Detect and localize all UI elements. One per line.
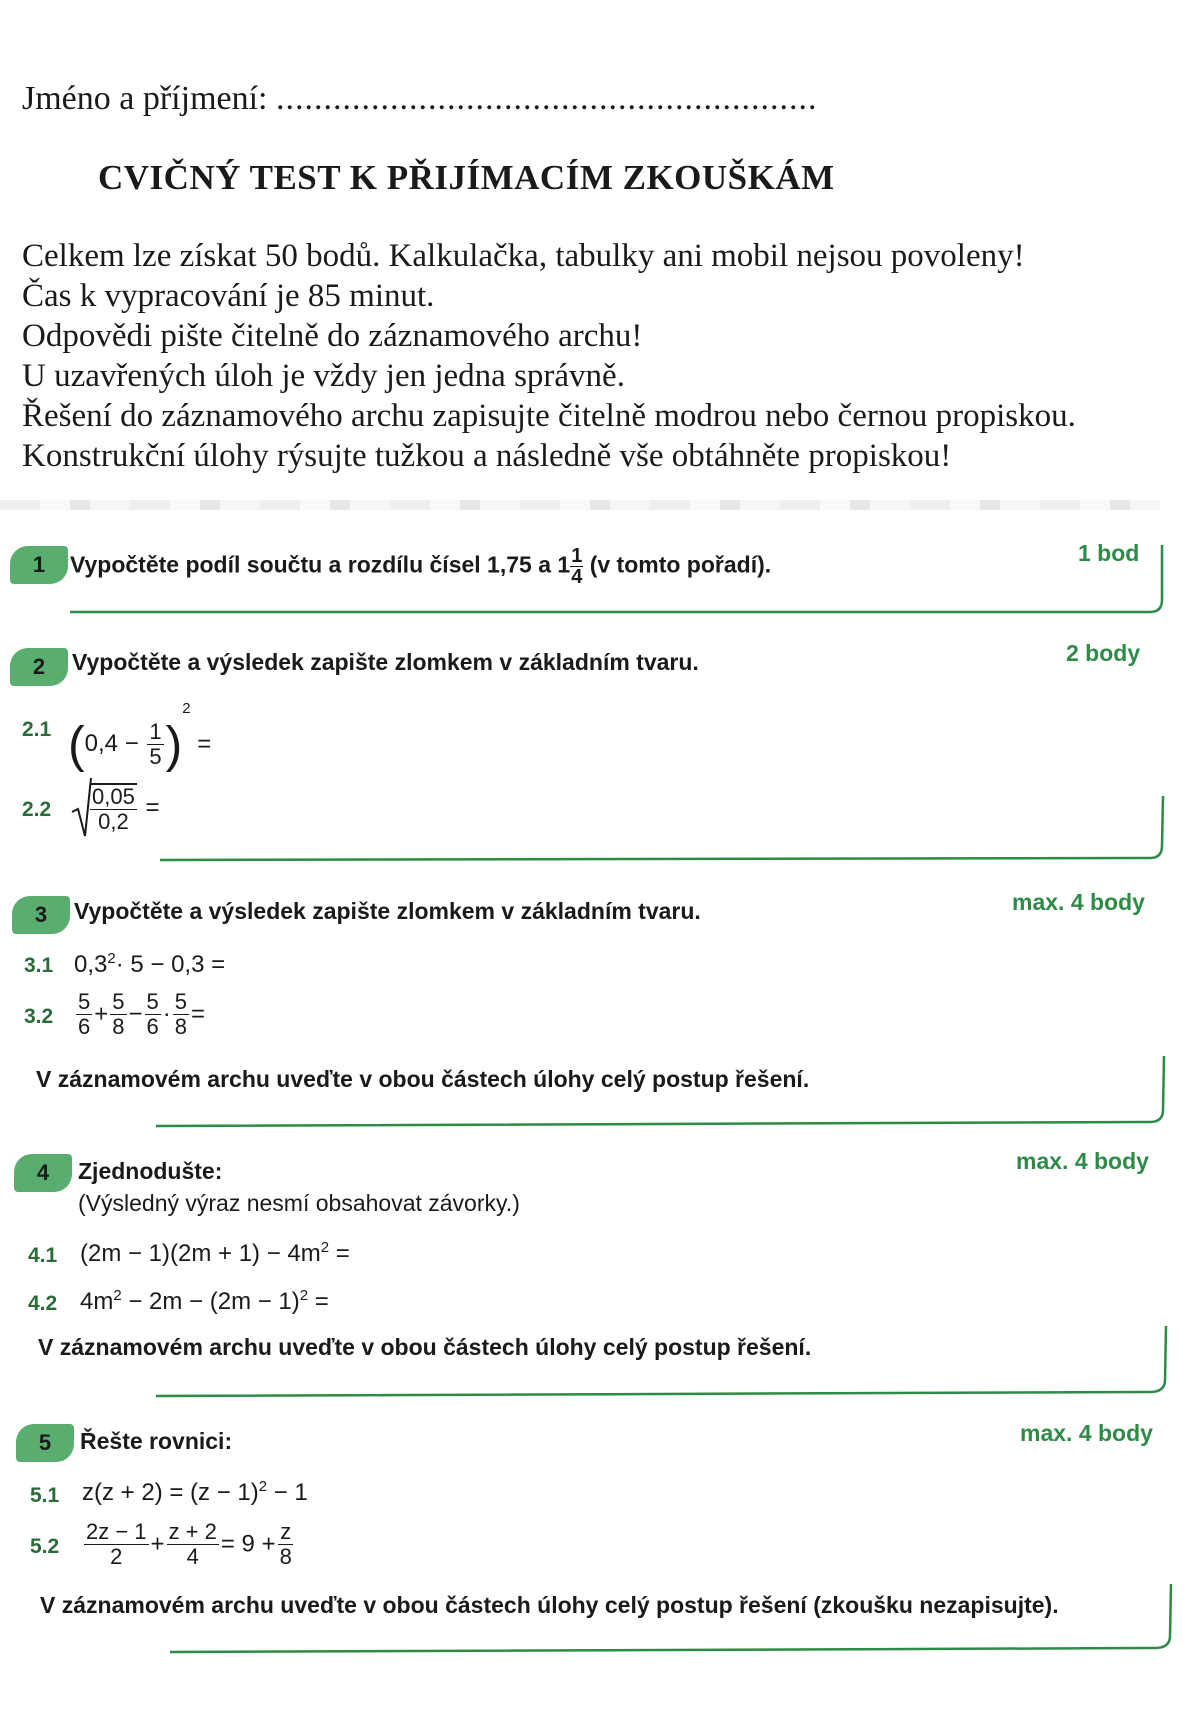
expression-2-1: (0,4 − $\frac{1}{5}$ )$^2$ = xyxy=(68,700,212,773)
task-number-badge xyxy=(12,896,70,934)
task-note: V záznamovém archu uveďte v obou částech úlohy celý postup řešení. xyxy=(36,1066,810,1092)
exponent: 2 xyxy=(113,1287,122,1304)
instruction-line: U uzavřených úloh je vždy jen jedna správně. xyxy=(22,358,625,394)
task-number-badge xyxy=(10,648,68,686)
task-points: max. 4 body xyxy=(1020,1420,1153,1446)
fraction-denominator: 4 xyxy=(571,566,583,588)
expr-part: 4m xyxy=(80,1288,114,1315)
instruction-line: Celkem lze získat 50 bodů. Kalkulačka, tabulky ani mobil nejsou povoleny! xyxy=(22,238,1025,274)
task-points: max. 4 body xyxy=(1016,1148,1149,1174)
fraction xyxy=(278,1520,294,1569)
instruction-line: Řešení do záznamového archu zapisujte čitelně modrou nebo černou propiskou. xyxy=(22,398,1076,434)
instruction-line: Odpovědi pište čitelně do záznamového archu! xyxy=(22,318,643,354)
task-number: 2 xyxy=(32,654,46,679)
expression-5-1 xyxy=(82,1478,308,1507)
task-subtext: (Výsledný výraz nesmí obsahovat závorky.) xyxy=(78,1190,520,1216)
exponent: 2 xyxy=(258,1478,268,1495)
answer-separator xyxy=(0,1050,1200,1130)
scan-divider xyxy=(0,500,1160,510)
fraction xyxy=(76,990,92,1039)
expr-part: · 5 − 0,3 = xyxy=(115,951,226,978)
subtask-label: 2.1 xyxy=(22,718,52,741)
fraction xyxy=(110,990,126,1039)
fraction xyxy=(145,990,161,1039)
instruction-line: Čas k vypracování je 85 minut. xyxy=(22,278,435,314)
fraction xyxy=(167,1520,219,1569)
task-note: V záznamovém archu uveďte v obou částech úlohy celý postup řešení. xyxy=(38,1334,812,1360)
fraction xyxy=(173,990,189,1039)
fraction-denominator: 0,2 xyxy=(98,808,129,834)
answer-separator xyxy=(0,790,1200,870)
expr-part: − 1 xyxy=(273,1479,308,1506)
operator: · xyxy=(162,1000,171,1028)
operator: + xyxy=(150,1530,165,1558)
fraction-numerator: 0,05 xyxy=(92,783,135,809)
answer-separator xyxy=(0,540,1200,620)
expr-part: z(z + 2) = (z − 1) xyxy=(82,1479,259,1506)
equals-sign: = xyxy=(197,730,212,758)
task-number: 4 xyxy=(36,1160,50,1185)
task-number: 1 xyxy=(32,552,46,577)
instructions xyxy=(22,236,1076,476)
task-number: 5 xyxy=(38,1430,52,1455)
fraction xyxy=(84,1520,149,1569)
fraction-denominator: 8 xyxy=(174,1014,188,1039)
task-note: V záznamovém archu uveďte v obou částech úlohy celý postup řešení (zkoušku nezapisujte). xyxy=(40,1592,1059,1618)
subtask-label: 3.2 xyxy=(24,1005,54,1028)
answer-separator xyxy=(0,1320,1200,1400)
expr-part: 0,4 − xyxy=(84,730,139,757)
fraction-denominator: 2 xyxy=(110,1544,123,1569)
subtask-label: 3.1 xyxy=(24,954,54,977)
answer-separator xyxy=(0,1578,1200,1658)
task-number-badge xyxy=(16,1424,74,1462)
fraction-denominator: 6 xyxy=(78,1014,91,1039)
name-dots[interactable]: ......................................................... xyxy=(276,80,818,117)
expr-part: = 9 + xyxy=(220,1530,276,1558)
task-number-badge xyxy=(14,1154,72,1192)
exponent: 2 xyxy=(299,1287,309,1304)
fraction-numerator: 5 xyxy=(78,989,91,1014)
equals-sign: = xyxy=(191,1000,206,1028)
subtask-label: 4.1 xyxy=(28,1244,58,1267)
task-text: Vypočtěte podíl součtu a rozdílu čísel 1,75 a 1 xyxy=(70,551,571,578)
fraction-numerator: 5 xyxy=(174,989,188,1014)
expression-3-1 xyxy=(74,950,225,979)
fraction-numerator: z xyxy=(280,1519,292,1544)
page-title: CVIČNÝ TEST K PŘIJÍMACÍM ZKOUŠKÁM xyxy=(98,158,835,197)
expression-3-2 xyxy=(74,990,205,1039)
fraction-denominator: 4 xyxy=(186,1544,199,1569)
fraction-numerator: 2z − 1 xyxy=(86,1519,147,1544)
fraction-denominator: 8 xyxy=(279,1544,292,1569)
subtask-label: 2.2 xyxy=(22,798,52,821)
subtask-label: 4.2 xyxy=(28,1292,58,1315)
expr-part: = xyxy=(335,1240,350,1267)
expr-part: 0,3 xyxy=(74,951,108,978)
fraction-denominator: 8 xyxy=(112,1014,125,1039)
subtask-label: 5.2 xyxy=(30,1535,60,1558)
subtask-label: 5.1 xyxy=(30,1484,60,1507)
fraction xyxy=(147,720,163,769)
equals-sign: = xyxy=(145,794,160,821)
instruction-line: Konstrukční úlohy rýsujte tužkou a následně vše obtáhněte propiskou! xyxy=(22,438,952,474)
fraction-numerator: 1 xyxy=(149,719,162,745)
fraction-denominator: 6 xyxy=(146,1014,159,1039)
task-text: Řešte rovnici: xyxy=(80,1428,233,1454)
exponent: 2 xyxy=(320,1239,330,1256)
fraction-numerator: 5 xyxy=(112,989,125,1014)
fraction-denominator: 5 xyxy=(149,744,162,770)
expr-part: = xyxy=(314,1288,329,1315)
name-line xyxy=(22,80,818,118)
task-text: Zjednodušte: xyxy=(78,1158,223,1184)
task-points: 2 body xyxy=(1066,640,1141,666)
task-text: Vypočtěte a výsledek zapište zlomkem v základním tvaru. xyxy=(72,649,699,675)
task-points: max. 4 body xyxy=(1012,889,1145,915)
name-label: Jméno a příjmení: xyxy=(22,80,268,117)
operator: − xyxy=(128,1000,143,1028)
expression-4-1 xyxy=(80,1239,350,1268)
task-text: Vypočtěte a výsledek zapište zlomkem v základním tvaru. xyxy=(74,898,701,924)
task-points: 1 bod xyxy=(1078,540,1140,566)
expr-part: − 2m − (2m − 1) xyxy=(128,1288,300,1315)
expression-5-2 xyxy=(82,1520,296,1569)
task-text-end: (v tomto pořadí). xyxy=(589,551,772,578)
expression-4-2 xyxy=(80,1287,329,1316)
expr-part: (2m − 1)(2m + 1) − 4m xyxy=(80,1240,321,1267)
fraction-numerator: 5 xyxy=(146,989,159,1014)
exponent: 2 xyxy=(107,950,116,967)
fraction-numerator: 1 xyxy=(571,545,583,567)
operator: + xyxy=(94,1000,109,1028)
exponent: 2 xyxy=(182,700,191,717)
task-number: 3 xyxy=(34,902,48,927)
fraction-numerator: z + 2 xyxy=(168,1519,217,1544)
